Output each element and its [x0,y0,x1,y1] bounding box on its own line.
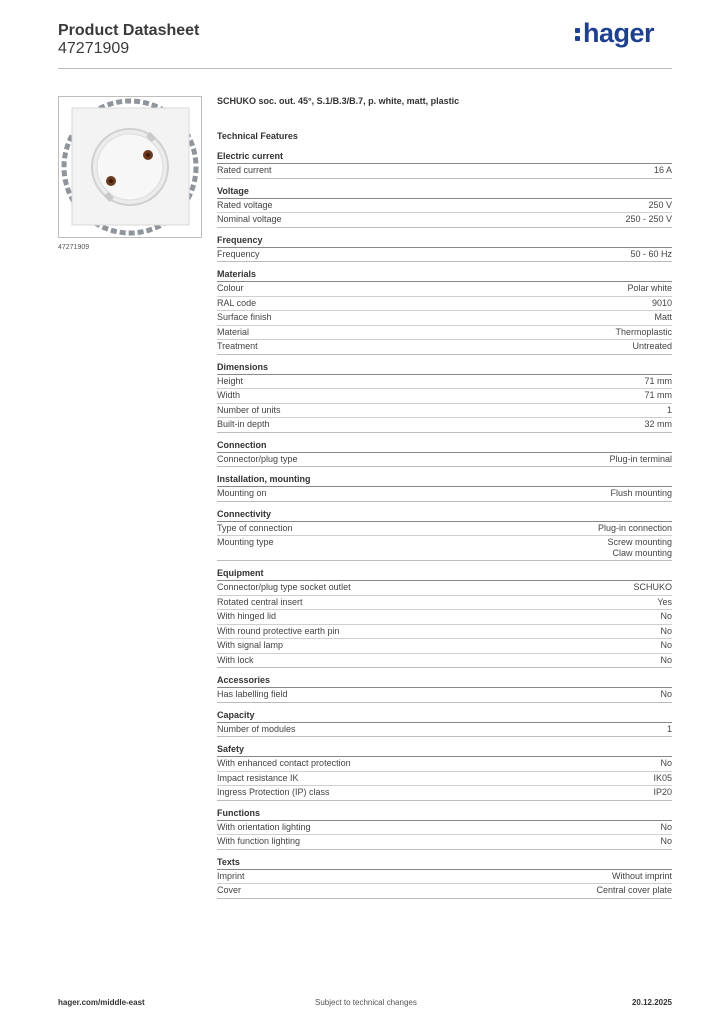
spec-label: Rated current [217,165,272,175]
section-heading: Installation, mounting [217,472,672,487]
spec-section [217,507,672,562]
spec-row [217,389,672,404]
spec-value: No [660,654,672,665]
spec-label: Impact resistance IK [217,772,299,783]
spec-value: No [660,625,672,636]
spec-value: Without imprint [611,870,672,881]
product-title: SCHUKO soc. out. 45°, S.1/B.3/B.7, p. white, matt, plastic [217,96,460,106]
spec-row [217,772,672,787]
spec-label: Imprint [217,870,245,881]
spec-label: With orientation lighting [217,821,311,832]
spec-label: With hinged lid [217,611,277,621]
spec-label: Height [217,375,244,386]
spec-section [217,673,672,703]
spec-row [217,199,672,214]
spec-value: Matt [654,312,672,322]
logo-text: hager [582,18,654,48]
spec-label: Treatment [217,341,258,351]
section-heading: Equipment [217,566,672,581]
spec-content [217,94,672,899]
footer-note: Subject to technical changes [315,998,417,1007]
spec-row [217,884,672,899]
spec-label: Rated voltage [217,199,273,210]
spec-label: Surface finish [217,312,272,322]
spec-row [217,610,672,625]
section-heading: Frequency [217,233,672,248]
spec-label: Width [217,390,241,400]
spec-label: Type of connection [217,522,293,533]
spec-row [217,375,672,390]
spec-section [217,806,672,850]
spec-label: Nominal voltage [217,214,282,224]
spec-section [217,566,672,668]
article-number: 47271909 [58,40,130,57]
spec-label: Colour [217,283,244,293]
spec-row [217,639,672,654]
section-heading: Texts [217,855,672,870]
spec-value: 71 mm [644,390,672,400]
spec-row [217,282,672,297]
spec-value: No [660,836,672,846]
section-heading: Connection [217,438,672,453]
spec-value: No [660,758,672,768]
spec-value: 16 A [653,165,672,175]
spec-label: With signal lamp [217,640,284,650]
spec-sections [217,149,672,899]
spec-label: Material [217,326,250,337]
spec-label: With round protective earth pin [217,625,340,636]
image-caption: 47271909 [58,244,90,251]
spec-row [217,835,672,850]
spec-row [217,404,672,419]
spec-value: Screw mounting Claw mounting [607,537,672,558]
spec-value: IK05 [653,772,672,783]
section-heading: Capacity [217,708,672,723]
spec-value: No [660,821,672,832]
spec-row [217,248,672,263]
spec-row [217,213,672,228]
spec-row [217,757,672,772]
spec-row [217,311,672,326]
spec-section [217,267,672,355]
spec-value: SCHUKO [633,582,672,592]
spec-row [217,688,672,703]
spec-row [217,596,672,611]
spec-label: Mounting type [217,537,274,547]
spec-label: Connector/plug type [217,453,298,464]
spec-value: No [660,689,672,699]
spec-value: Plug-in connection [597,522,672,533]
spec-section [217,708,672,738]
spec-section [217,233,672,263]
spec-value: 71 mm [644,375,672,386]
spec-row [217,654,672,669]
spec-row [217,870,672,885]
spec-label: Cover [217,885,242,895]
spec-value: 50 - 60 Hz [630,248,672,259]
section-heading: Electric current [217,149,672,164]
spec-value: 1 [666,404,672,415]
footer-date: 20.12.2025 [631,998,672,1007]
section-heading: Materials [217,267,672,282]
spec-row [217,297,672,312]
spec-value: Polar white [627,283,672,293]
spec-row [217,581,672,596]
spec-row [217,625,672,640]
spec-value: Central cover plate [596,885,672,895]
section-heading: Safety [217,742,672,757]
spec-label: Ingress Protection (IP) class [217,787,330,797]
spec-label: Connector/plug type socket outlet [217,582,351,592]
spec-row [217,418,672,433]
spec-value: Untreated [632,341,672,351]
spec-value: 250 V [648,199,672,210]
spec-row [217,164,672,179]
product-image [58,96,202,238]
section-heading: Voltage [217,184,672,199]
spec-label: Mounting on [217,488,267,498]
section-heading: Accessories [217,673,672,688]
spec-section [217,472,672,502]
spec-row [217,453,672,468]
spec-row [217,340,672,355]
socket-outlet-illustration [59,97,201,237]
section-heading: Dimensions [217,360,672,375]
spec-value: Yes [657,596,672,607]
spec-label: With function lighting [217,836,301,846]
spec-value: 32 mm [644,419,672,429]
spec-row [217,487,672,502]
section-heading: Functions [217,806,672,821]
logo-dots-icon [575,24,581,44]
spec-label: With enhanced contact protection [217,758,351,768]
spec-label: RAL code [217,297,257,308]
section-heading: Connectivity [217,507,672,522]
spec-value: Flush mounting [610,488,672,498]
spec-row [217,723,672,738]
spec-section [217,184,672,228]
header-divider [58,68,672,69]
spec-row [217,522,672,537]
spec-row [217,326,672,341]
spec-label: Number of modules [217,723,296,734]
spec-value: No [660,640,672,650]
page-title: Product Datasheet [58,22,200,39]
spec-label: Number of units [217,404,281,415]
spec-value: Plug-in terminal [609,453,672,464]
spec-label: Built-in depth [217,419,270,429]
spec-section [217,149,672,179]
spec-label: Has labelling field [217,689,288,699]
spec-value: IP20 [653,787,672,797]
spec-row [217,821,672,836]
spec-label: Rotated central insert [217,596,303,607]
spec-section [217,855,672,899]
technical-features-heading: Technical Features [217,131,298,141]
hager-logo [575,18,654,49]
spec-section [217,360,672,433]
spec-value: 1 [666,723,672,734]
spec-label: With lock [217,654,254,665]
spec-section [217,438,672,468]
spec-value: 250 - 250 V [625,214,672,224]
spec-value: No [660,611,672,621]
spec-row [217,536,672,561]
spec-row [217,786,672,801]
spec-section [217,742,672,801]
footer-website: hager.com/middle-east [58,998,145,1007]
spec-value: Thermoplastic [615,326,672,337]
spec-label: Frequency [217,248,260,259]
spec-value: 9010 [651,297,672,308]
